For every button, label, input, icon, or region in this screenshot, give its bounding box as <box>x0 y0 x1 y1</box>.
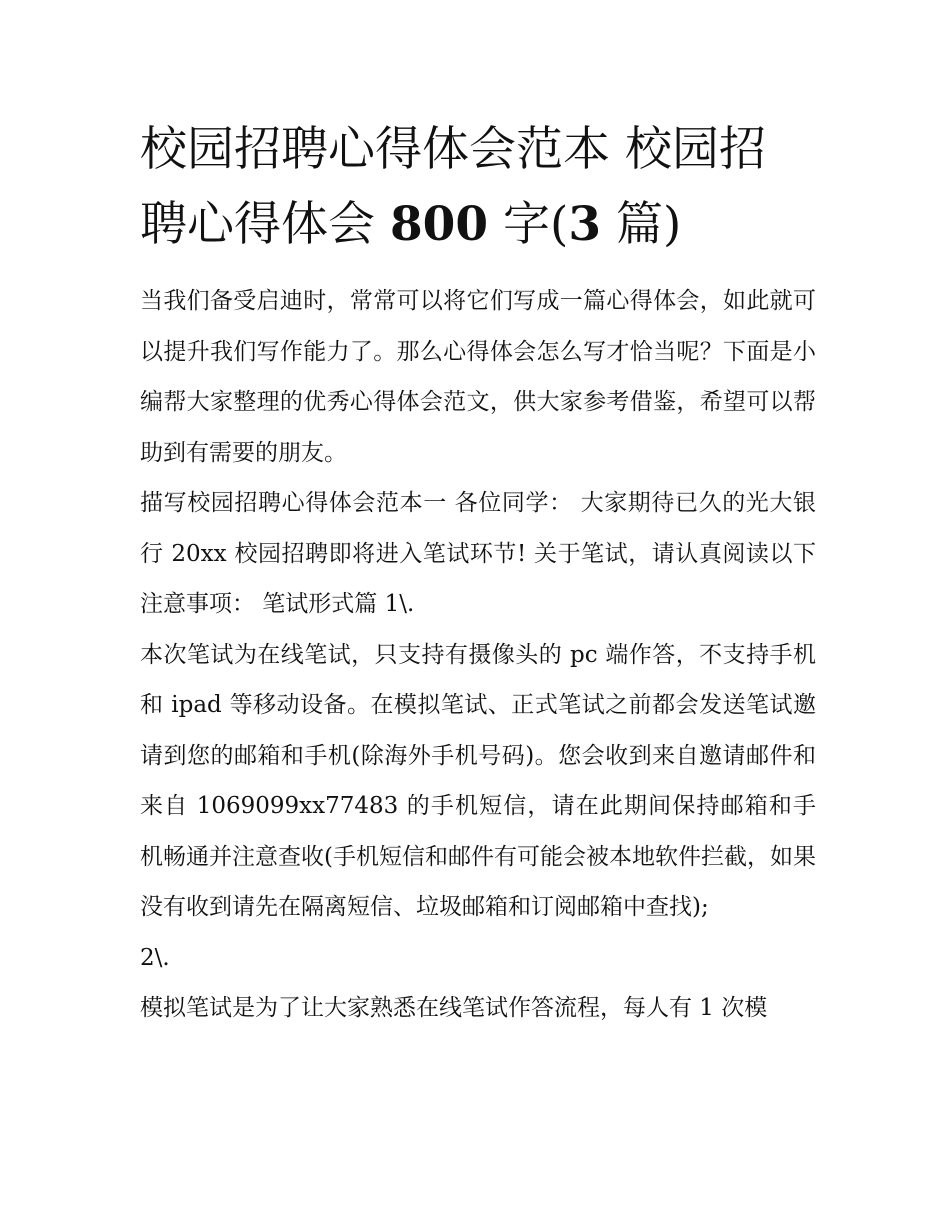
title-line-1: 校园招聘心得体会范本 校园招 <box>140 122 766 177</box>
paragraph-intro: 当我们备受启迪时，常常可以将它们写成一篇心得体会，如此就可以提升我们写作能力了。那么心得体会怎么写才恰当呢？下面是小编帮大家整理的优秀心得体会范文，供大家参考借鉴，希望可以帮助到有需要的朋友。 <box>140 288 816 466</box>
paragraph-sample-one: 描写校园招聘心得体会范本一 各位同学： 大家期待已久的光大银行 20xx 校园招聘即将进入笔试环节! 关于笔试，请认真阅读以下注意事项： 笔试形式篇 1\. <box>140 490 816 617</box>
title-line-2-suffix: 篇) <box>601 197 682 252</box>
document-page <box>140 112 816 1034</box>
paragraph-exam-form: 本次笔试为在线笔试，只支持有摄像头的 pc 端作答，不支持手机和 ipad 等移动设备。在模拟笔试、正式笔试之前都会发送笔试邀请到您的邮箱和手机(除海外手机号码)。您会收到来自邀请邮件和来自 1069099xx77483 的手机短信，请在此期间保持邮箱和手机畅通并注意查收(手机短信和邮件有可能会被本地软件拦截，如果没有收到请先在隔离短信、垃圾邮箱和订阅邮箱中查找); <box>140 641 816 920</box>
paragraph-mock-exam: 模拟笔试是为了让大家熟悉在线笔试作答流程，每人有 1 次模 <box>140 995 768 1021</box>
title-line-2-mid: 字( <box>488 197 569 252</box>
document-title <box>140 112 816 262</box>
title-article-count: 3 <box>568 197 602 252</box>
title-line-2-prefix: 聘心得体会 <box>140 197 390 252</box>
paragraph-item-number: 2\. <box>140 944 170 971</box>
title-word-count: 800 <box>389 197 489 252</box>
